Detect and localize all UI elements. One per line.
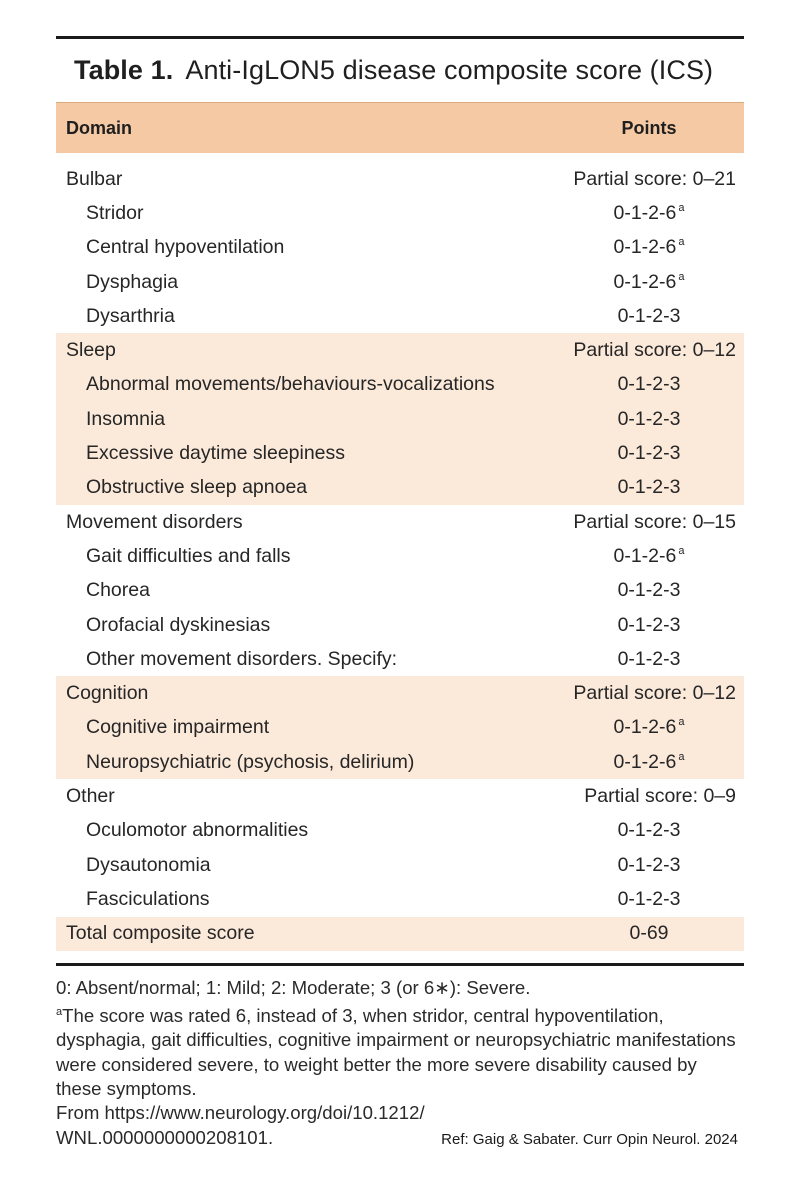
domain-cell: Other movement disorders. Specify: [86,647,398,670]
points-cell [554,922,744,945]
points-value: 0-69 [629,922,669,945]
header-spacer [56,153,744,162]
points-value: 0-1-2-3 [617,853,681,876]
points-cell [554,751,744,774]
points-value: 0-1-2-3 [617,613,681,636]
points-cell [554,854,744,877]
footnote-marker: a [678,750,685,763]
domain-cell: Total composite score [66,922,255,945]
table-group-row [56,779,744,813]
table-row [56,436,744,470]
points-value: Partial score: 0–9 [584,784,736,807]
points-cell [573,339,744,362]
points-value: 0-1-2-3 [617,407,681,430]
table-row [56,231,744,265]
table-row [56,642,744,676]
domain-cell: Oculomotor abnormalities [86,819,309,842]
domain-cell: Fasciculations [86,887,210,910]
points-cell [554,408,744,431]
domain-cell: Excessive daytime sleepiness [86,442,346,465]
table-figure [56,36,744,1152]
domain-cell: Bulbar [66,167,123,190]
reference-citation: Ref: Gaig & Sabater. Curr Opin Neurol. 2024 [441,1130,738,1148]
table-title: Anti-IgLON5 disease composite score (ICS) [185,55,714,85]
score-legend: 0: Absent/normal; 1: Mild; 2: Moderate; 3 (or 6∗): Severe. [56,976,531,998]
domain-cell: Other [66,784,115,807]
points-cell [573,511,744,534]
points-value: 0-1-2-3 [617,579,681,602]
points-value: Partial score: 0–12 [573,682,736,705]
header-points: Points [621,117,677,138]
domain-cell: Movement disorders [66,510,243,533]
footnote-a [56,1000,744,1101]
points-cell [554,819,744,842]
table-row [56,574,744,608]
domain-cell: Abnormal movements/behaviours-vocalizations [86,373,495,396]
source-line-1: From https://www.neurology.org/doi/10.1212/ [56,1102,425,1124]
points-value: Partial score: 0–15 [573,510,736,533]
table-group-row [56,333,744,367]
points-cell [554,476,744,499]
footnote-text: The score was rated 6, instead of 3, when stridor, central hypoventilation, dysphagia, gait difficulties, cognitive impairment or neuropsychiatric manifestations were considered severe, to weight better the more severe disability caused by these symptoms. [56,1005,736,1100]
points-value: 0-1-2-3 [617,647,681,670]
domain-cell: Sleep [66,339,116,362]
points-cell [554,373,744,396]
table-group-row [56,162,744,196]
source-line-2-row [56,1126,744,1152]
domain-cell: Orofacial dyskinesias [86,613,271,636]
source-line-2: WNL.0000000000208101. [56,1126,274,1148]
table-row [56,471,744,505]
table-notes [56,976,744,1152]
footnote-marker: a [678,716,685,729]
footnote-marker: a [678,236,685,249]
points-cell [554,716,744,739]
points-cell [554,888,744,911]
table-label: Table 1. [74,55,174,85]
points-value: 0-1-2-6 [613,750,677,773]
table-row [56,814,744,848]
table-group-row [56,676,744,710]
domain-cell: Dysautonomia [86,853,211,876]
domain-cell: Cognition [66,682,149,705]
points-value: 0-1-2-6 [613,544,677,567]
table-row [56,848,744,882]
points-value: Partial score: 0–12 [573,339,736,362]
table-row [56,882,744,916]
points-value: 0-1-2-3 [617,476,681,499]
domain-cell: Dysphagia [86,270,179,293]
table-total-row [56,917,744,951]
table-body [56,162,744,951]
table-row [56,368,744,402]
table-row [56,299,744,333]
points-cell [554,271,744,294]
domain-cell: Neuropsychiatric (psychosis, delirium) [86,750,415,773]
footnote-marker: a [56,1006,63,1019]
points-value: 0-1-2-3 [617,819,681,842]
points-cell [573,682,744,705]
points-value: 0-1-2-6 [613,201,677,224]
footnote-marker: a [678,270,685,283]
points-cell [584,785,744,808]
domain-cell: Obstructive sleep apnoea [86,476,308,499]
table-row [56,402,744,436]
points-cell [554,614,744,637]
points-cell [554,305,744,328]
points-value: 0-1-2-6 [613,716,677,739]
points-cell [573,168,744,191]
points-value: Partial score: 0–21 [573,167,736,190]
points-cell [554,202,744,225]
table-row [56,745,744,779]
domain-cell: Gait difficulties and falls [86,544,291,567]
table-header [56,102,744,153]
table-row [56,265,744,299]
table-row [56,196,744,230]
points-cell [554,236,744,259]
header-domain: Domain [66,117,133,138]
domain-cell: Cognitive impairment [86,716,270,739]
table-row [56,711,744,745]
table-row [56,608,744,642]
points-value: 0-1-2-3 [617,887,681,910]
points-cell [554,442,744,465]
footnote-marker: a [678,544,685,557]
points-cell [554,545,744,568]
domain-cell: Insomnia [86,407,166,430]
points-value: 0-1-2-3 [617,373,681,396]
footnote-marker: a [678,201,685,214]
domain-cell: Dysarthria [86,304,175,327]
points-value: 0-1-2-3 [617,442,681,465]
points-value: 0-1-2-6 [613,270,677,293]
table-row [56,539,744,573]
domain-cell: Central hypoventilation [86,236,285,259]
points-value: 0-1-2-6 [613,236,677,259]
points-cell [554,648,744,671]
table-group-row [56,505,744,539]
bottom-rule [56,963,744,966]
points-cell [554,579,744,602]
domain-cell: Chorea [86,579,150,602]
table-caption [56,39,744,102]
points-value: 0-1-2-3 [617,304,681,327]
domain-cell: Stridor [86,201,144,224]
